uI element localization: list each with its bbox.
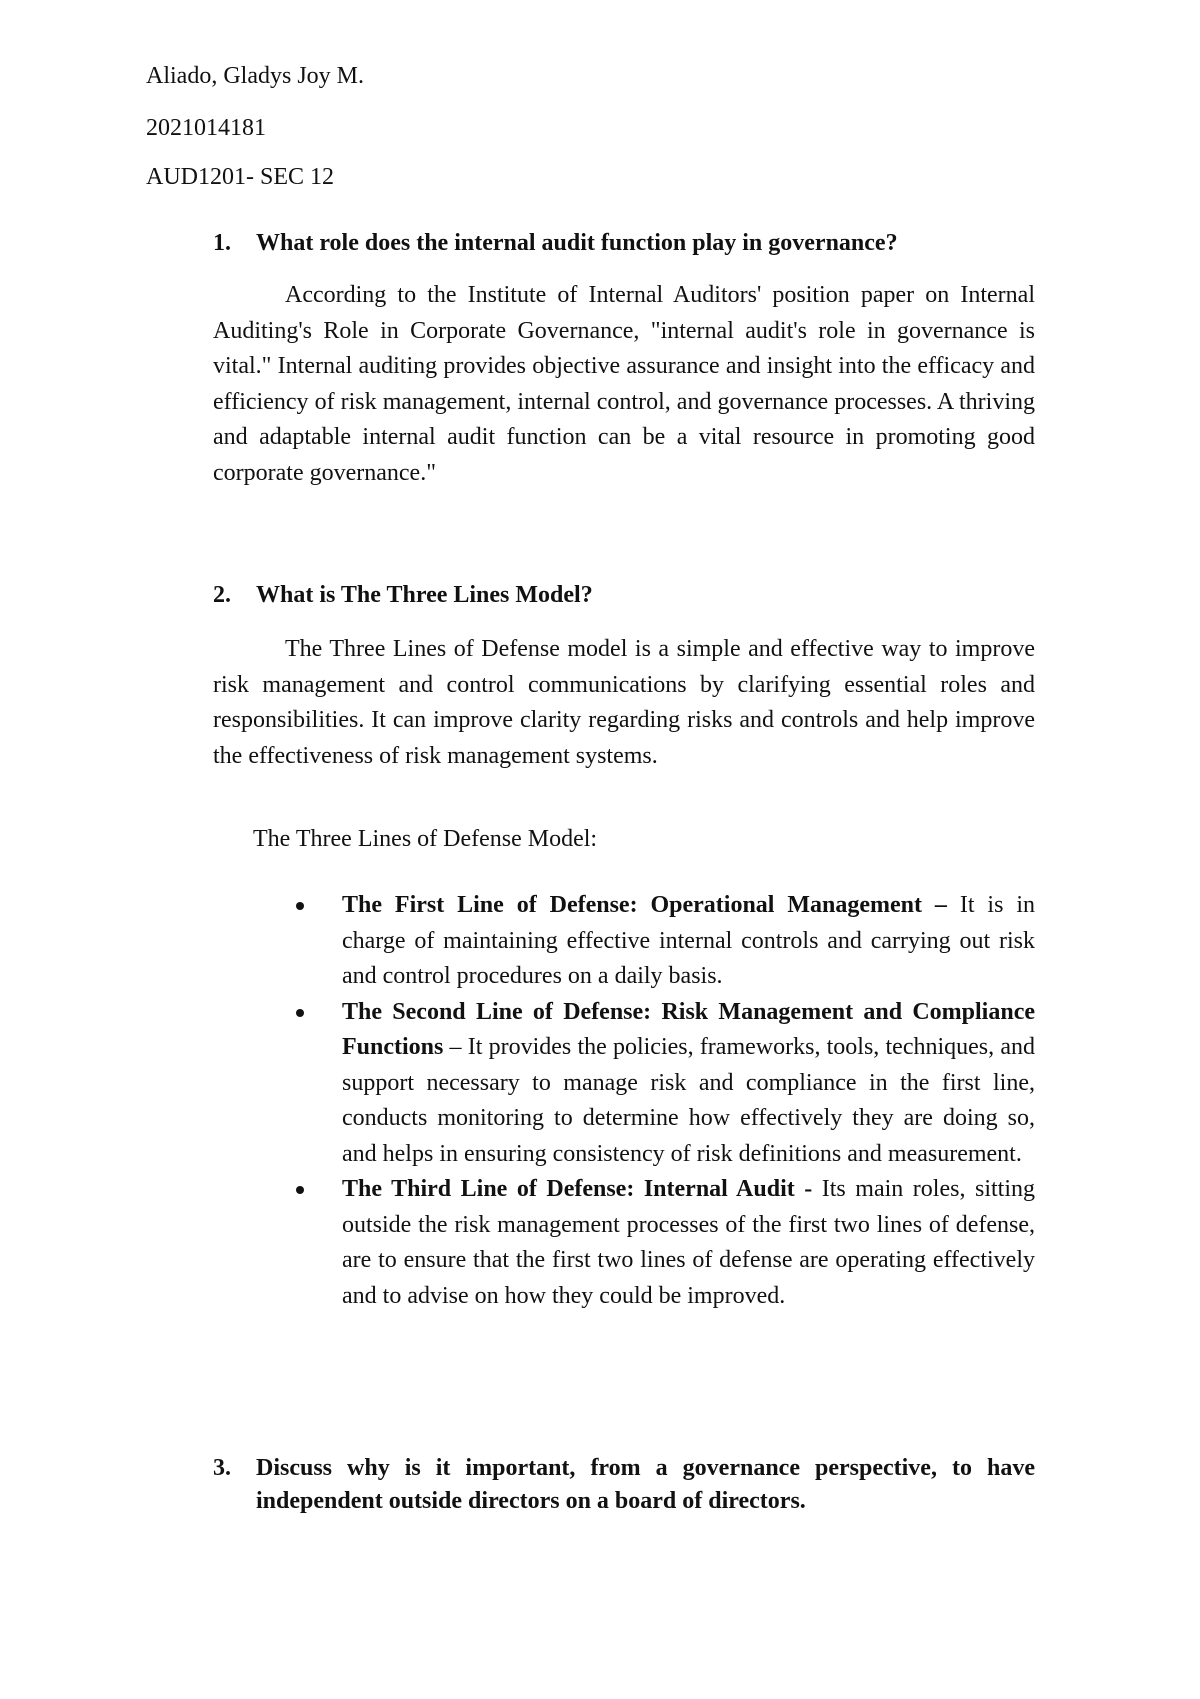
student-name: Aliado, Gladys Joy M. bbox=[146, 63, 364, 89]
answer-2-paragraph: The Three Lines of Defense model is a simple and effective way to improve risk management and control communications by clarifying essential roles and responsibilities. It can improve clarity regarding risks and controls and help improve the effectiveness of risk management systems. bbox=[213, 636, 1035, 769]
list-item bbox=[294, 1172, 1035, 1314]
question-2-text: What is The Three Lines Model? bbox=[256, 582, 593, 608]
question-3-text: Discuss why is it important, from a governance perspective, to have independent outside directors on a board of directors. bbox=[256, 1455, 1035, 1514]
bullet-icon bbox=[296, 1009, 304, 1017]
question-1-number: 1. bbox=[213, 230, 231, 256]
bullet-icon bbox=[296, 1186, 304, 1194]
list-item bbox=[294, 888, 1035, 995]
answer-1-paragraph: According to the Institute of Internal Auditors' position paper on Internal Auditing's Role in Corporate Governance, "internal audit's role in governance is vital." Internal auditing provides objective assurance and insight into the efficacy and efficiency of risk management, internal control, and governance processes. A thriving and adaptable internal audit function can be a vital resource in promoting good corporate governance." bbox=[213, 282, 1035, 486]
list-item-term: The Third Line of Defense: Internal Audit - bbox=[342, 1176, 813, 1202]
list-item-text: It is in charge of maintaining effective internal controls and carrying out risk and control procedures on a daily basis. bbox=[342, 892, 1035, 989]
list-item-term: The First Line of Defense: Operational Management – bbox=[342, 892, 947, 918]
question-1 bbox=[213, 227, 1035, 260]
list-item-text: – It provides the policies, frameworks, tools, techniques, and support necessary to manage risk and compliance in the first line, conducts monitoring to determine how effectively they are doing so, and helps in ensuring consistency of risk definitions and measurement. bbox=[342, 1034, 1035, 1167]
question-1-text: What role does the internal audit function play in governance? bbox=[256, 230, 898, 256]
course-section: AUD1201- SEC 12 bbox=[146, 164, 335, 190]
bullet-icon bbox=[296, 902, 304, 910]
student-id: 2021014181 bbox=[146, 115, 266, 141]
question-3-number: 3. bbox=[213, 1455, 231, 1481]
list-item bbox=[294, 995, 1035, 1173]
question-2 bbox=[213, 579, 1035, 612]
question-2-number: 2. bbox=[213, 582, 231, 608]
three-lines-list bbox=[294, 888, 1035, 1314]
three-lines-list-intro: The Three Lines of Defense Model: bbox=[253, 826, 598, 852]
list-item-term: The Second Line of Defense: Risk Management and Compliance Functions bbox=[342, 998, 1035, 1060]
question-3 bbox=[213, 1452, 1035, 1518]
list-item-text: Its main roles, sitting outside the risk management processes of the first two lines of defense, are to ensure that the first two lines of defense are operating effectively and to advise on how they could be improved. bbox=[342, 1176, 1035, 1309]
